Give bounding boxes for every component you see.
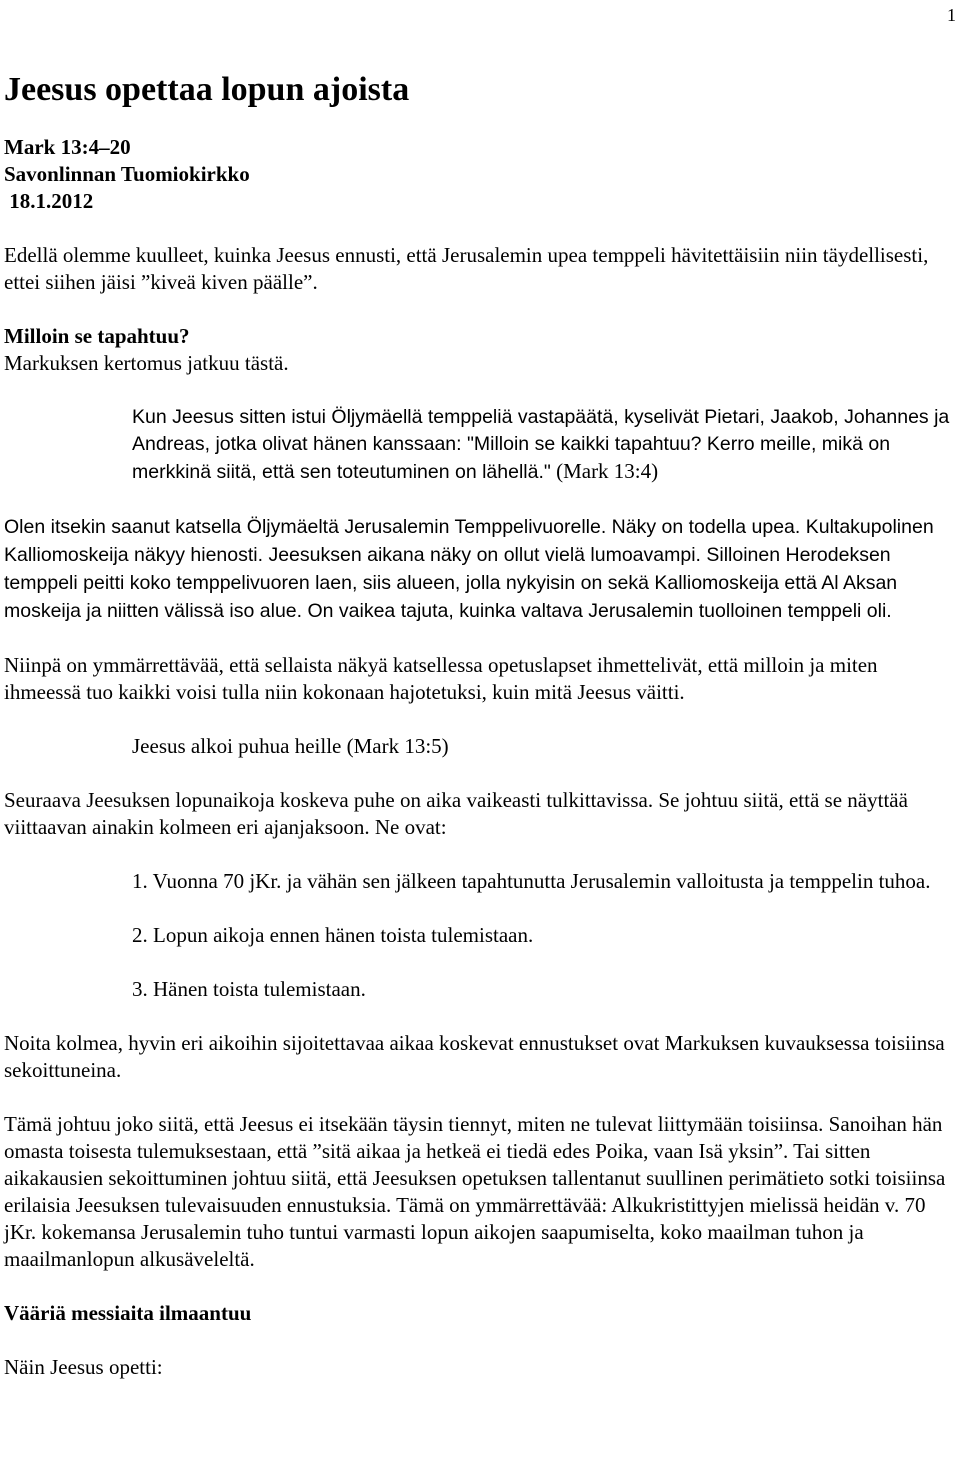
reason-paragraph: Tämä johtuu joko siitä, että Jeesus ei itsekään täysin tiennyt, miten ne tulevat liittymään toisiinsa. Sanoihan hän omasta toisesta tulemuksestaan, että ”sitä aikaa ja hetkeä ei tiedä edes Poika, vaan Isä yksin”. Tai sitten aikakausien sekoittuminen johtuu siitä, että Jeesuksen opetuksen tallentanut suullinen perimätieto sotki toisiinsa erilaisia Jeesuksen tulevaisuuden ennustuksia. Tämä on ymmärrettävää: Alkukristittyjen mielissä heidän v. 70 jKr. kokemansa Jerusalemin tuho tuntui varmasti lopun aikojen saapumiselta, koko maailman tuhon ja maailmanlopun alkusäveleltä. [4, 1112, 946, 1271]
question-heading: Milloin se tapahtuu? [4, 324, 190, 348]
difficulty-paragraph: Seuraava Jeesuksen lopunaikoja koskeva puhe on aika vaikeasti tulkittavissa. Se johtuu siitä, että se näyttää viittaavan ainakin kolmeen eri ajanjaksoon. Ne ovat: [4, 788, 908, 839]
jesus-taught-line: Näin Jeesus opetti: [4, 1355, 163, 1379]
quote-reference: (Mark 13:4) [550, 459, 659, 483]
sermon-meta [4, 134, 954, 215]
understanding-paragraph: Niinpä on ymmärrettävää, että sellaista näkyä katsellessa opetuslapset ihmettelivät, että milloin ja miten ihmeessä tuo kaikki voisi tulla niin kokonaan hajotetuksi, kuin mitä Jeesus väitti. [4, 653, 878, 704]
question-subtext: Markuksen kertomus jatkuu tästä. [4, 351, 289, 375]
intro-paragraph: Edellä olemme kuulleet, kuinka Jeesus ennusti, että Jerusalemin upea temppeli hävitettäisiin niin täydellisesti, ettei siihen jäisi ”kiveä kiven päälle”. [4, 243, 929, 294]
quote-text: Kun Jeesus sitten istui Öljymäellä temppeliä vastapäätä, kyselivät Pietari, Jaakob, Johannes ja Andreas, jotka olivat hänen kanssaan: "Milloin se kaikki tapahtuu? Kerro meille, mikä on merkkinä siitä, että sen toteutuminen on lähellä." [132, 406, 950, 483]
false-messiahs-heading: Vääriä messiaita ilmaantuu [4, 1301, 252, 1325]
church-name: Savonlinnan Tuomiokirkko [4, 162, 250, 186]
question-section [4, 323, 954, 377]
sermon-date: 18.1.2012 [4, 189, 94, 213]
view-paragraph [4, 513, 954, 625]
jesus-began-line: Jeesus alkoi puhua heille (Mark 13:5) [132, 734, 449, 758]
scripture-quote [132, 404, 954, 486]
period-item: 3. Hänen toista tulemistaan. [132, 977, 366, 1001]
view-text: Olen itsekin saanut katsella Öljymäeltä Jerusalemin Temppelivuorelle. Näky on todella upea. Kultakupolinen Kalliomoskeija näkyy hienosti. Jeesuksen aikana näky on ollut vielä lumoavampi. Silloinen Herodeksen temppeli peitti koko temppelivuoren laen, siis alueen, jolla nykyisin on sekä Kalliomoskeija että Al Aksan moskeija ja niitten välissä iso alue. [4, 516, 934, 622]
scripture-reference: Mark 13:4–20 [4, 135, 131, 159]
document-body [4, 70, 954, 1381]
document-title: Jeesus opettaa lopun ajoista [4, 71, 410, 108]
period-item: 2. Lopun aikoja ennen hänen toista tulemistaan. [132, 923, 534, 947]
period-item: 1. Vuonna 70 jKr. ja vähän sen jälkeen tapahtunutta Jerusalemin valloitusta ja temppelin tuhoa. [132, 869, 931, 893]
three-periods-paragraph: Noita kolmea, hyvin eri aikoihin sijoitettavaa aikaa koskevat ennustukset ovat Markuksen kuvauksessa toisiinsa sekoittuneina. [4, 1031, 945, 1082]
page-number: 1 [947, 5, 956, 25]
view-text-end: On vaikea tajuta, kuinka valtava Jerusalemin tuolloinen temppeli oli. [302, 600, 892, 622]
